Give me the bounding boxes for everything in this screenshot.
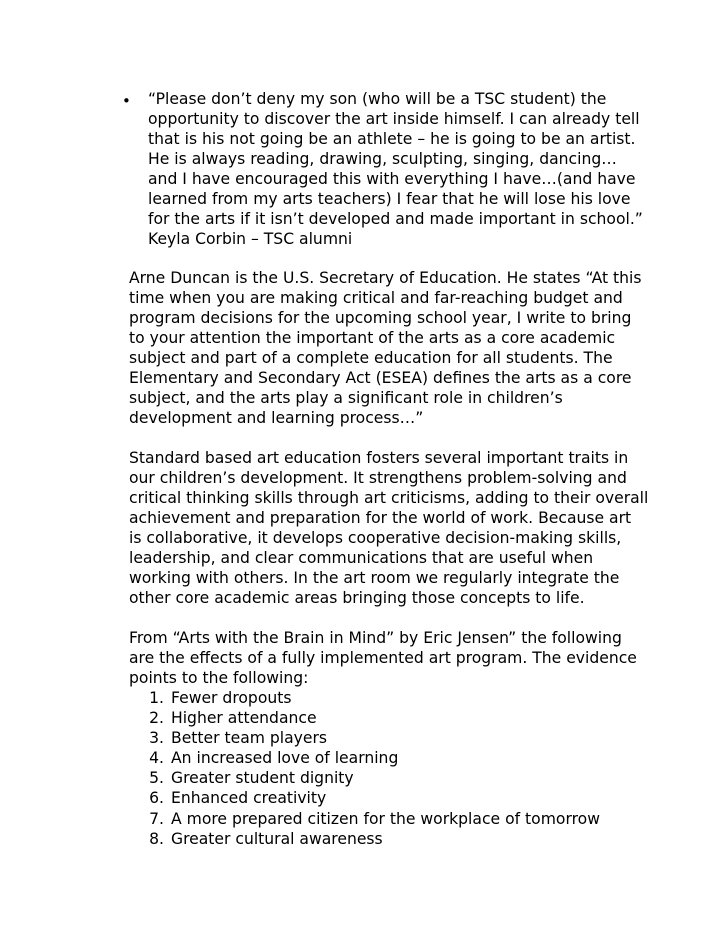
bullet-icon: • xyxy=(122,92,131,110)
list-item-text: Greater student dignity xyxy=(171,769,354,787)
list-item-text: Greater cultural awareness xyxy=(171,830,383,848)
paragraph-line: program decisions for the upcoming school year, I write to bring xyxy=(129,309,632,327)
paragraph-line: other core academic areas bringing those concepts to life. xyxy=(129,589,585,607)
paragraph-line: subject, and the arts play a significant role in children’s xyxy=(129,389,563,407)
list-item-number: 7. xyxy=(149,810,164,828)
list-item-text: An increased love of learning xyxy=(171,749,399,767)
paragraph-line: Standard based art education fosters several important traits in xyxy=(129,449,629,467)
paragraph-line: our children’s development. It strengthens problem-solving and xyxy=(129,469,627,487)
list-item-text: Better team players xyxy=(171,729,328,747)
list-item-text: Enhanced creativity xyxy=(171,789,327,807)
list-item-number: 2. xyxy=(149,709,164,727)
quote-line: He is always reading, drawing, sculpting, singing, dancing… xyxy=(148,150,617,168)
paragraph-line: development and learning process…” xyxy=(129,409,424,427)
quote-line: learned from my arts teachers) I fear that he will lose his love xyxy=(148,190,631,208)
paragraph-line: to your attention the important of the arts as a core academic xyxy=(129,329,616,347)
quote-line: that is his not going be an athlete – he is going to be an artist. xyxy=(148,130,636,148)
list-item-text: A more prepared citizen for the workplace of tomorrow xyxy=(171,810,600,828)
list-item-text: Higher attendance xyxy=(171,709,317,727)
paragraph-line: is collaborative, it develops cooperative decision-making skills, xyxy=(129,529,622,547)
paragraph-line: From “Arts with the Brain in Mind” by Eric Jensen” the following xyxy=(129,629,622,647)
paragraph-line: time when you are making critical and far-reaching budget and xyxy=(129,289,623,307)
list-item-number: 4. xyxy=(149,749,164,767)
paragraph-line: Elementary and Secondary Act (ESEA) defines the arts as a core xyxy=(129,369,632,387)
paragraph-line: achievement and preparation for the world of work. Because art xyxy=(129,509,632,527)
paragraph-line: points to the following: xyxy=(129,669,309,687)
paragraph-line: subject and part of a complete education for all students. The xyxy=(129,349,613,367)
paragraph-line: leadership, and clear communications that are useful when xyxy=(129,549,594,567)
quote-attribution: Keyla Corbin – TSC alumni xyxy=(148,230,353,248)
paragraph-line: critical thinking skills through art criticisms, adding to their overall xyxy=(129,489,649,507)
quote-line: and I have encouraged this with everything I have…(and have xyxy=(148,170,636,188)
quote-line: “Please don’t deny my son (who will be a TSC student) the xyxy=(148,90,607,108)
list-item-number: 5. xyxy=(149,769,164,787)
paragraph-line: Arne Duncan is the U.S. Secretary of Education. He states “At this xyxy=(129,269,642,287)
quote-line: for the arts if it isn’t developed and made important in school.” xyxy=(148,210,643,228)
list-item-number: 3. xyxy=(149,729,164,747)
list-item-text: Fewer dropouts xyxy=(171,689,292,707)
paragraph-line: are the effects of a fully implemented art program. The evidence xyxy=(129,649,637,667)
list-item-number: 8. xyxy=(149,830,164,848)
paragraph-line: working with others. In the art room we regularly integrate the xyxy=(129,569,620,587)
quote-line: opportunity to discover the art inside himself. I can already tell xyxy=(148,110,640,128)
list-item-number: 1. xyxy=(149,689,164,707)
list-item-number: 6. xyxy=(149,789,164,807)
